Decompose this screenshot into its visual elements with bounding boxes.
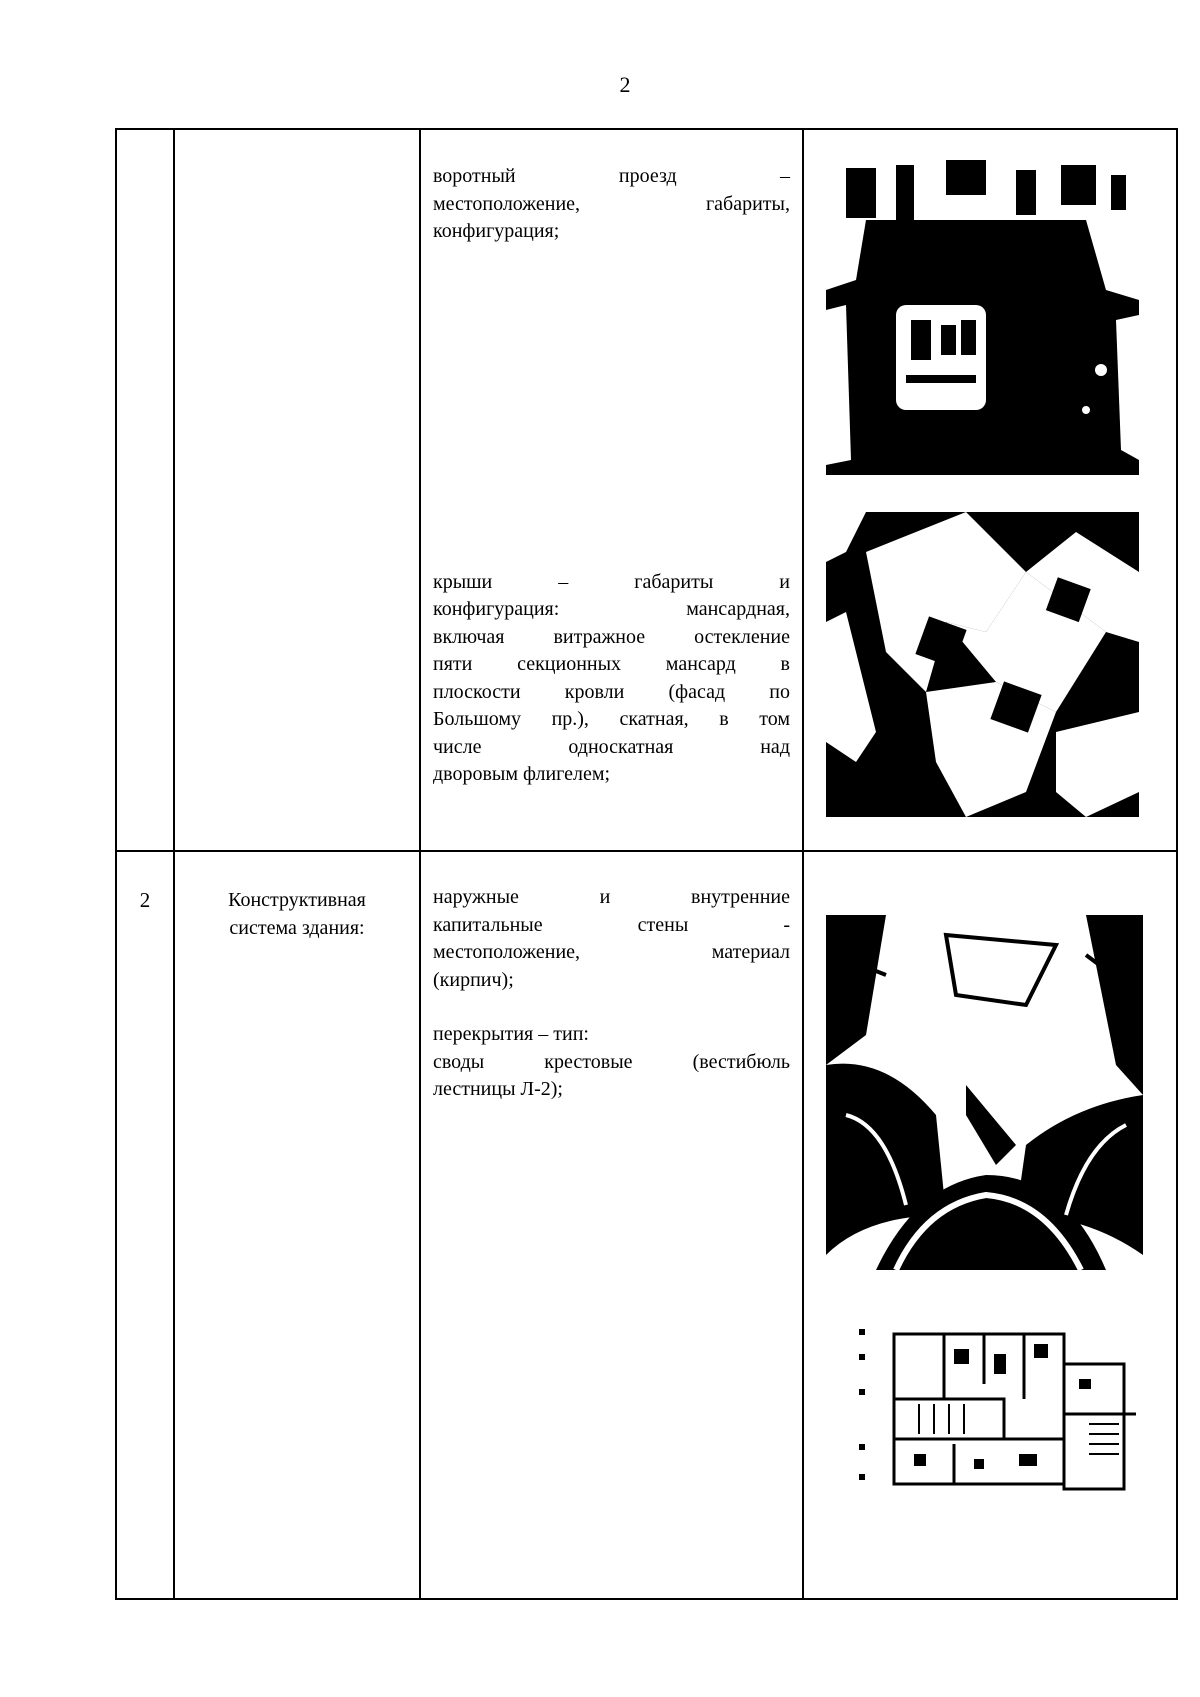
roof-description: крыши – габариты и конфигурация: мансардная, включая витражное остекление пяти секционных мансард в плоскости кровли (фасад по Большому пр.), скатная, в том числе односкатная над дворовым флигелем; — [433, 570, 790, 785]
row-title-cell — [174, 129, 420, 851]
table-row — [116, 129, 1177, 851]
row-number-cell: 2 — [116, 851, 174, 1599]
walls-description: наружные и внутренние капитальные стены - местоположение, материал (кирпич); — [433, 886, 790, 991]
roof-aerial-photo — [826, 512, 1139, 817]
row-image-cell — [803, 851, 1177, 1599]
row-image-cell — [803, 129, 1177, 851]
row-title-cell: Конструктивная система здания: — [174, 851, 420, 1599]
page-number: 2 — [619, 72, 631, 97]
row-description-cell — [420, 129, 803, 851]
gateway-description: воротный проезд – местоположение, габариты, конфигурация; — [433, 165, 790, 242]
floors-type-label: перекрытия – тип: — [433, 1023, 589, 1045]
floor-plan-drawing — [854, 1324, 1136, 1494]
table-row — [116, 851, 1177, 1599]
vault-ceiling-photo — [826, 915, 1143, 1270]
row-description-cell — [420, 851, 803, 1599]
vaults-description: своды крестовые (вестибюль лестницы Л-2); — [433, 1050, 790, 1100]
protection-subject-table — [115, 128, 1178, 1600]
gateway-photo — [826, 160, 1139, 475]
row-number-cell — [116, 129, 174, 851]
